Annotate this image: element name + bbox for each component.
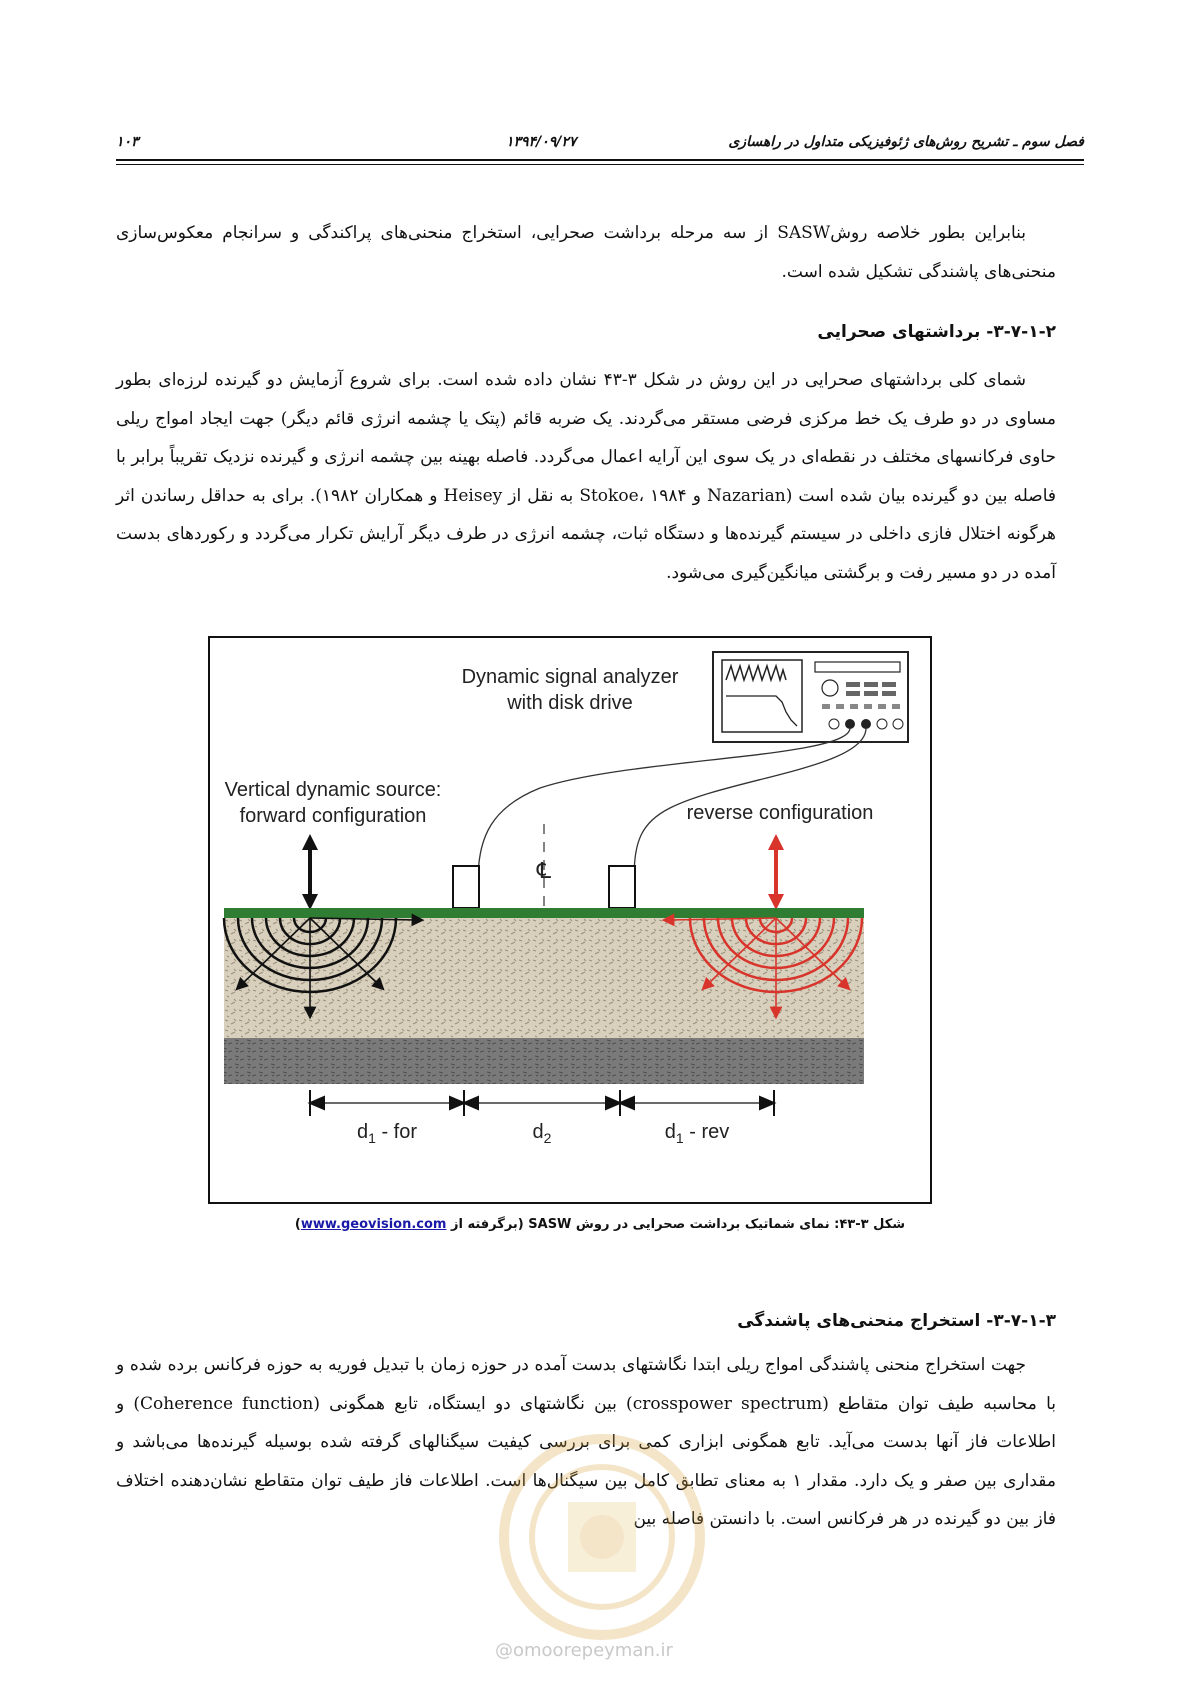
caption-text: شکل ۳-۴۳: نمای شماتیک برداشت صحرایی در روش SASW (برگرفته از (446, 1217, 906, 1232)
header-rule-thick (116, 159, 1084, 161)
section-heading-dispersion-curves: ۳-۷-۱-۳- استخراج منحنی‌های پاشندگی (737, 1311, 1056, 1331)
header-rule-thin (116, 164, 1084, 165)
figure-caption (116, 1217, 1084, 1232)
chapter-title: فصل سوم ـ تشریح روش‌های ژئوفیزیکی متداول در راهسازی (728, 134, 1084, 150)
page-number: ۱۰۳ (116, 134, 139, 150)
section-paragraph-field-survey: شمای کلی برداشتهای صحرایی در این روش در شکل ۳-۴۳ نشان داده شده است. برای شروع آزمایش دو گیرنده لرزه‌ای بطور مساوی در دو طرف یک خط مرکزی فرضی مستقر می‌گردند. یک ضربه قائم (پتک یا چشمه انرژی قائم دیگر) جهت ایجاد امواج ریلی حاوی فرکانسهای مختلف در نقطه‌ای در یک سوی این آرایه اعمال می‌گردد. فاصله بهینه بین چشمه انرژی و گیرنده نزدیک تقریباً برابر با فاصله بین دو گیرنده بیان شده است (Nazarian و Stokoe، ۱۹۸۴ به نقل از Heisey و همکاران ۱۹۸۲). برای به حداقل رساندن اثر هرگونه اختلال فازی داخلی در سیستم گیرنده‌ها و دستگاه ثبات، چشمه انرژی در طرف دیگر آرایش تکرار می‌گردد و رکوردهای بدست آمده در دو مسیر رفت و برگشتی میانگین‌گیری می‌شود. (116, 370, 1056, 583)
watermark-site-text: @omoorepeyman.ir (495, 1640, 673, 1661)
soil-layer (224, 918, 864, 1038)
figure-sasw-schematic (208, 636, 932, 1204)
analyzer-label-line2: with disk drive (507, 692, 633, 714)
cable-left (478, 728, 850, 874)
section-paragraph-dispersion-curves: جهت استخراج منحنی پاشندگی امواج ریلی ابتدا نگاشتهای بدست آمده در حوزه زمان با تبدیل فوریه به حوزه فرکانس برده شده و با محاسبه طیف توان متقاطع (crosspower spectrum) بین نگاشتهای دو ایستگاه، تابع همگونی (Coherence function) و اطلاعات فاز آنها بدست می‌آید. تابع همگونی ابزاری کمی برای بررسی کیفیت سیگنالهای گرفته شده بوسیله گیرنده‌ها می‌باشد و مقداری بین صفر و یک دارد. مقدار ۱ به معنای تطابق کامل بین سیگنال‌ها است. اطلاعات فاز طیف توان متقاطع نشان‌دهنده اختلاف فاز بین دو گیرنده در هر فرکانس است. با دانستن فاصله بین (116, 1355, 1057, 1529)
dimension-lines (310, 1090, 774, 1116)
analyzer-device-icon (713, 652, 908, 742)
source-label-line1: Vertical dynamic source: (224, 779, 442, 801)
analyzer-label-line1: Dynamic signal analyzer (461, 666, 679, 688)
section-heading-field-survey: ۳-۷-۱-۲- برداشتهای صحرایی (817, 322, 1056, 342)
grass-layer (224, 908, 864, 918)
cable-right (634, 728, 866, 874)
caption-link[interactable]: www.geovision.com (300, 1217, 447, 1232)
receiver-2 (609, 866, 635, 908)
dimension-label-d1-rev: $d_1$ - rev (664, 1121, 730, 1146)
dimension-label-d2: $d_2$ (532, 1121, 552, 1146)
reverse-source-arrow (768, 834, 784, 910)
intro-paragraph: بنابراین بطور خلاصه روشSASW از سه مرحله برداشت صحرایی، استخراج منحنی‌های پراکندگی و سرانجام معکوس‌سازی منحنی‌های پاشندگی تشکیل شده است. (116, 223, 1056, 282)
reverse-label: reverse configuration (686, 802, 874, 824)
page-header (116, 128, 1084, 156)
centerline-symbol: ℄ (536, 859, 552, 884)
dimension-label-d1-for: $d_1$ - for (356, 1121, 418, 1146)
rock-layer (224, 1038, 864, 1084)
sasw-diagram (210, 638, 932, 1204)
caption-close: ) (294, 1217, 301, 1232)
receiver-1 (453, 866, 479, 908)
forward-source-arrow (302, 834, 318, 910)
source-label-line2: forward configuration (239, 805, 427, 827)
header-date: ۱۳۹۴/۰۹/۲۷ (506, 134, 577, 150)
